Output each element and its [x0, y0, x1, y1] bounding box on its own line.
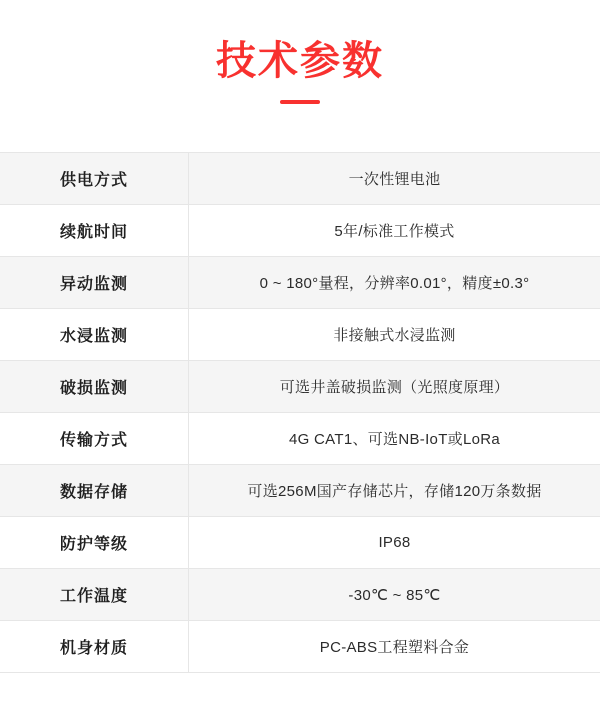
- table-row: [0, 309, 600, 361]
- spec-label-cell: 防护等级: [0, 517, 189, 569]
- spec-value-cell: IP68: [189, 517, 600, 569]
- title-underline-decoration: [280, 100, 320, 104]
- table-row: [0, 361, 600, 413]
- spec-label-cell: 机身材质: [0, 621, 189, 673]
- spec-value-cell: -30℃ ~ 85℃: [189, 569, 600, 621]
- spec-label-cell: 工作温度: [0, 569, 189, 621]
- spec-label-cell: 数据存储: [0, 465, 189, 517]
- spec-value-cell: 非接触式水浸监测: [189, 309, 600, 361]
- spec-label-cell: 水浸监测: [0, 309, 189, 361]
- specifications-table: [0, 152, 600, 673]
- spec-value-cell: PC-ABS工程塑料合金: [189, 621, 600, 673]
- table-row: [0, 517, 600, 569]
- spec-label-cell: 传输方式: [0, 413, 189, 465]
- table-row: [0, 257, 600, 309]
- table-row: [0, 621, 600, 673]
- page-header: [0, 0, 600, 104]
- table-row: [0, 153, 600, 205]
- spec-value-cell: 可选256M国产存储芯片，存储120万条数据: [189, 465, 600, 517]
- spec-value-cell: 5年/标准工作模式: [189, 205, 600, 257]
- spec-value-cell: 4G CAT1、可选NB-IoT或LoRa: [189, 413, 600, 465]
- spec-label-cell: 续航时间: [0, 205, 189, 257]
- table-row: [0, 569, 600, 621]
- spec-value-cell: 一次性锂电池: [189, 153, 600, 205]
- table-row: [0, 465, 600, 517]
- table-row: [0, 413, 600, 465]
- page-title: 技术参数: [216, 39, 384, 83]
- table-row: [0, 205, 600, 257]
- specifications-table-body: [0, 153, 600, 673]
- spec-label-cell: 供电方式: [0, 153, 189, 205]
- spec-label-cell: 破损监测: [0, 361, 189, 413]
- spec-value-cell: 0 ~ 180°量程，分辨率0.01°，精度±0.3°: [189, 257, 600, 309]
- spec-label-cell: 异动监测: [0, 257, 189, 309]
- spec-value-cell: 可选井盖破损监测（光照度原理）: [189, 361, 600, 413]
